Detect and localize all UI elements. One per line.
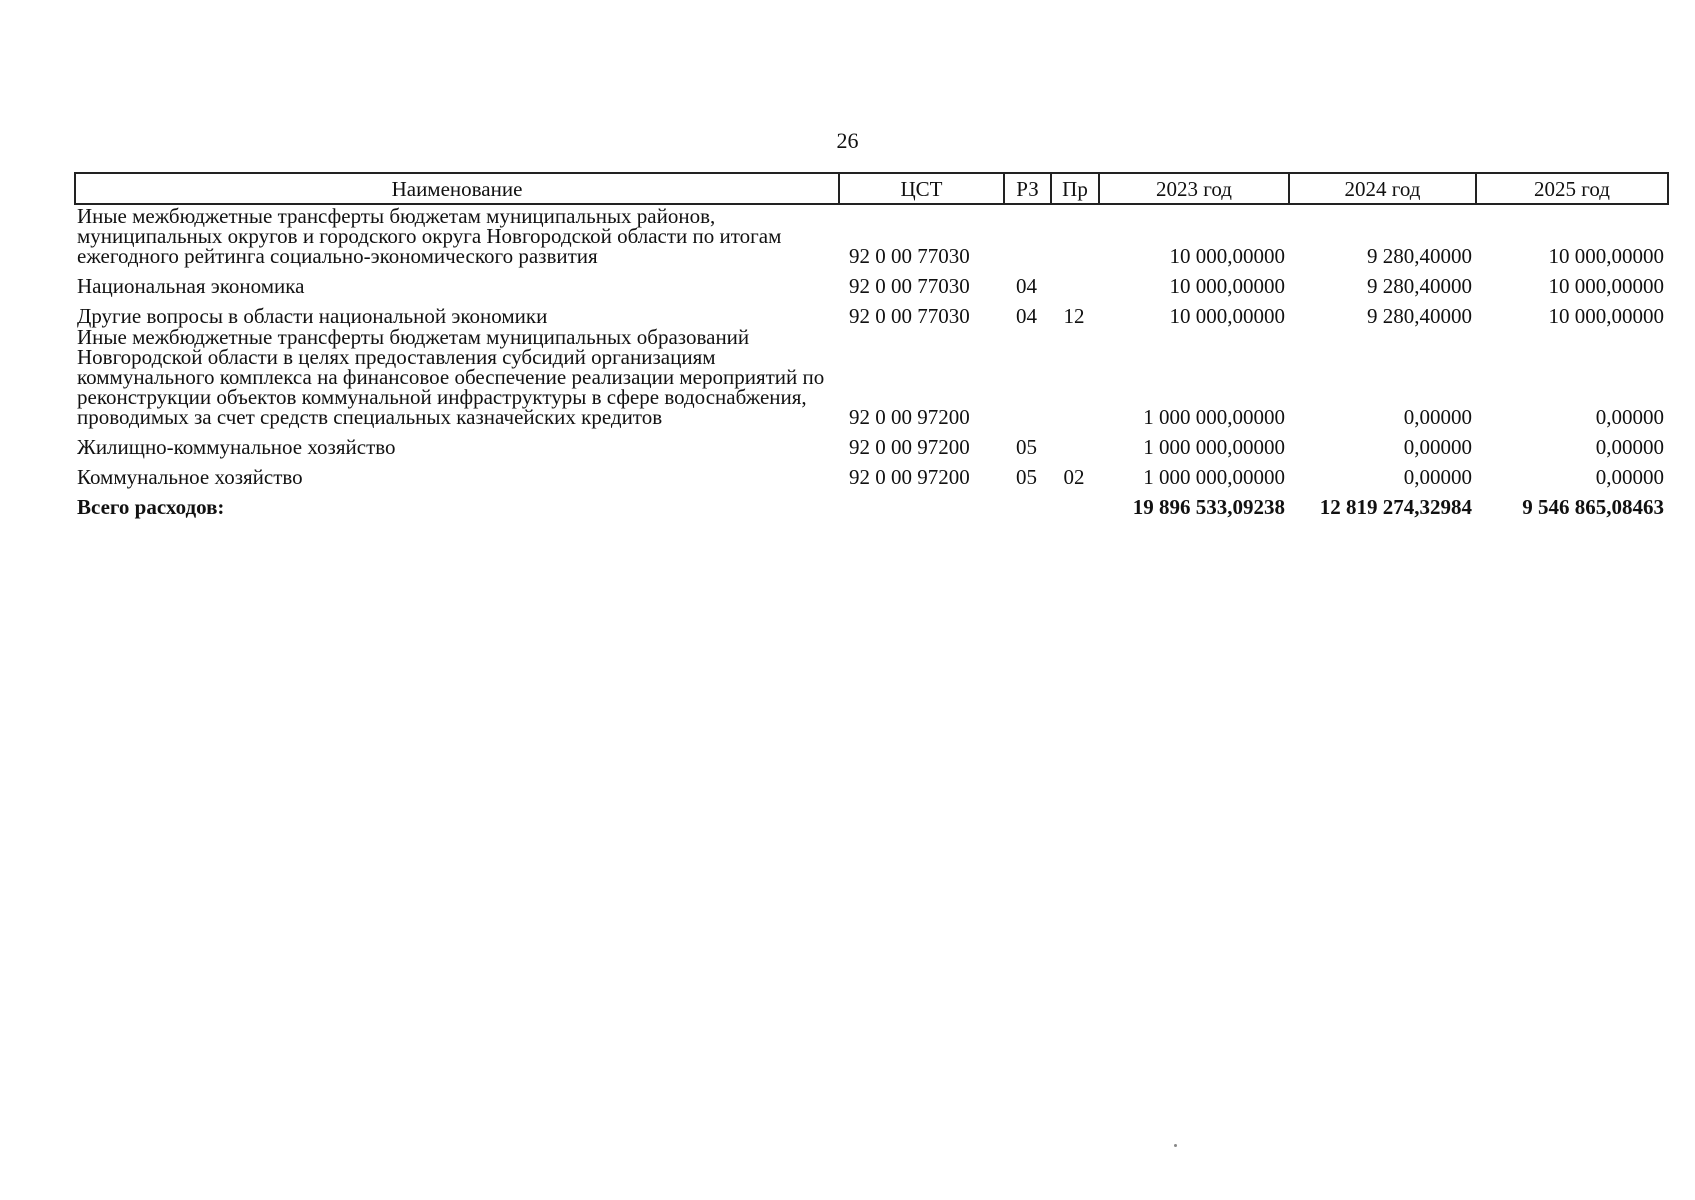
row-2024: 0,00000	[1403, 465, 1472, 489]
row-2024: 9 280,40000	[1367, 274, 1472, 298]
header-rz: РЗ	[1004, 173, 1051, 204]
row-2023: 10 000,00000	[1169, 244, 1285, 268]
table-row	[75, 204, 1668, 266]
row-name: Иные межбюджетные трансферты бюджетам муниципальных районов, муниципальных округов и городского округа Новгородской области по итогам ежегодного рейтинга социально-экономического развития	[77, 204, 782, 268]
row-2024: 9 280,40000	[1367, 304, 1472, 328]
row-2025: 10 000,00000	[1548, 244, 1664, 268]
header-name: Наименование	[75, 173, 839, 204]
header-pr: Пр	[1051, 173, 1099, 204]
row-2023: 1 000 000,00000	[1143, 465, 1285, 489]
table-row	[75, 326, 1668, 427]
row-2024: 0,00000	[1403, 405, 1472, 429]
total-row	[75, 487, 1668, 517]
row-cst: 92 0 00 97200	[849, 405, 970, 429]
total-rz-empty	[1004, 487, 1051, 517]
row-cst: 92 0 00 97200	[849, 435, 970, 459]
header-2024: 2024 год	[1289, 173, 1476, 204]
table-row	[75, 296, 1668, 326]
row-2023: 10 000,00000	[1169, 274, 1285, 298]
row-2023: 1 000 000,00000	[1143, 435, 1285, 459]
table-header-row	[75, 173, 1668, 204]
header-2023: 2023 год	[1099, 173, 1289, 204]
row-pr	[1051, 326, 1099, 427]
row-rz: 04	[1016, 274, 1037, 298]
row-2025: 10 000,00000	[1548, 274, 1664, 298]
row-rz: 05	[1016, 465, 1037, 489]
row-pr	[1051, 204, 1099, 266]
total-2025: 9 546 865,08463	[1522, 495, 1664, 519]
page-number: 26	[836, 128, 859, 153]
table-row	[75, 266, 1668, 296]
row-2023: 1 000 000,00000	[1143, 405, 1285, 429]
row-name: Национальная экономика	[77, 274, 305, 298]
row-2024: 9 280,40000	[1367, 244, 1472, 268]
row-2024: 0,00000	[1403, 435, 1472, 459]
total-2024: 12 819 274,32984	[1319, 495, 1472, 519]
row-pr	[1051, 266, 1099, 296]
row-2025: 0,00000	[1595, 435, 1664, 459]
row-name: Иные межбюджетные трансферты бюджетам муниципальных образований Новгородской области в целях предоставления субсидий организациям коммунального комплекса на финансовое обеспечение реализации мероприятий по реконструкции объектов коммунальной инфраструктуры в сфере водоснабжения, проводимых за счет средств специальных казначейских кредитов	[77, 325, 825, 429]
total-2023: 19 896 533,09238	[1132, 495, 1285, 519]
row-2025: 0,00000	[1595, 465, 1664, 489]
total-pr-empty	[1051, 487, 1099, 517]
scan-speck	[1174, 1144, 1177, 1147]
row-cst: 92 0 00 97200	[849, 465, 970, 489]
row-rz	[1004, 326, 1051, 427]
table-row	[75, 427, 1668, 457]
row-name: Другие вопросы в области национальной экономики	[77, 304, 548, 328]
total-label: Всего расходов:	[77, 495, 225, 519]
row-pr: 02	[1063, 465, 1085, 489]
row-2023: 10 000,00000	[1169, 304, 1285, 328]
row-pr	[1051, 427, 1099, 457]
row-rz: 05	[1016, 435, 1037, 459]
row-rz: 04	[1016, 304, 1037, 328]
row-name: Жилищно-коммунальное хозяйство	[77, 435, 396, 459]
row-rz	[1004, 204, 1051, 266]
row-name: Коммунальное хозяйство	[77, 465, 303, 489]
total-cst-empty	[839, 487, 1004, 517]
budget-expenditure-table	[74, 172, 1669, 517]
row-2025: 10 000,00000	[1548, 304, 1664, 328]
header-2025: 2025 год	[1476, 173, 1668, 204]
row-cst: 92 0 00 77030	[849, 274, 970, 298]
row-pr: 12	[1063, 304, 1085, 328]
row-cst: 92 0 00 77030	[849, 304, 970, 328]
table-row	[75, 457, 1668, 487]
row-2025: 0,00000	[1595, 405, 1664, 429]
row-cst: 92 0 00 77030	[849, 244, 970, 268]
header-cst: ЦСТ	[839, 173, 1004, 204]
